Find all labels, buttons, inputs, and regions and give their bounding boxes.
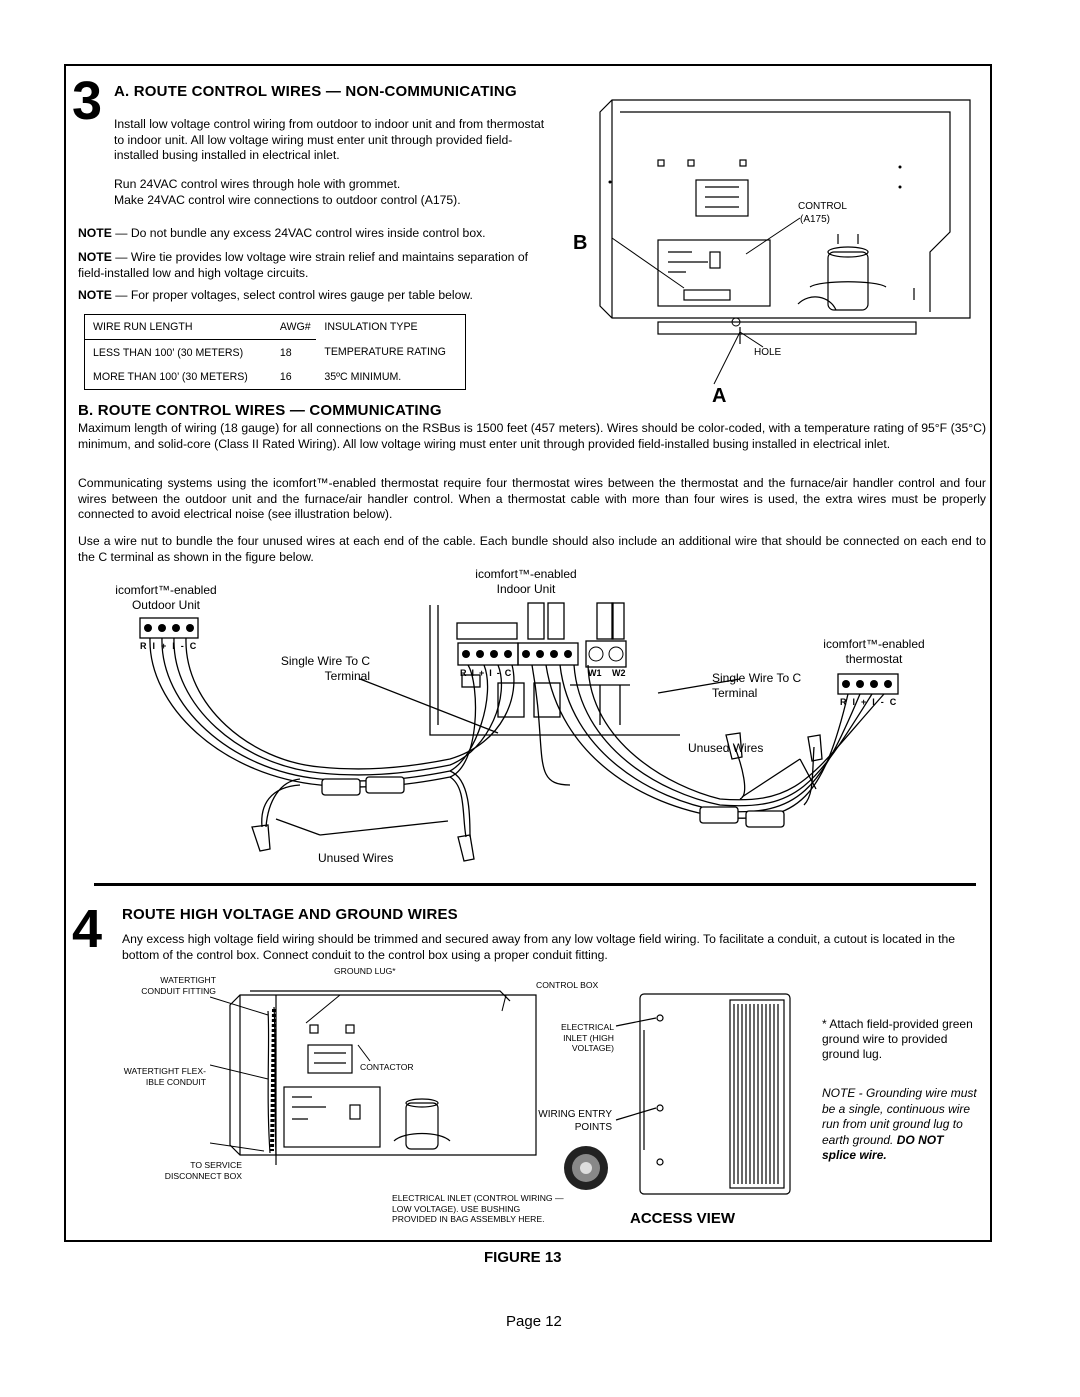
label-unused-wires-right: Unused Wires bbox=[688, 741, 764, 755]
figure-label: FIGURE 13 bbox=[484, 1249, 562, 1266]
terminal-r: R bbox=[460, 668, 472, 678]
para-3b-3: Use a wire nut to bundle the four unused wires at each end of the cable. Each bundle should also include an additional wire that should be connected on each end to the C terminal as shown in the figure below. bbox=[78, 534, 986, 564]
terminal-w2: W2 bbox=[612, 668, 626, 678]
heading-3a: A. ROUTE CONTROL WIRES — NON-COMMUNICATING bbox=[114, 83, 517, 100]
label-to-service bbox=[140, 1160, 242, 1181]
label-ei-3: VOLTAGE) bbox=[571, 1043, 614, 1053]
terminal-i-minus: I- bbox=[489, 668, 505, 678]
terminal-r: R bbox=[140, 641, 153, 651]
label-outdoor-unit bbox=[96, 583, 236, 613]
note-text: — For proper voltages, select control wires gauge per table below. bbox=[111, 288, 473, 302]
bushing-icon bbox=[556, 1138, 616, 1198]
table-header: INSULATION TYPE bbox=[324, 321, 418, 334]
para-3b-1: Maximum length of wiring (18 gauge) for all connections on the RSBus is 1500 feet (457 meters). Wires should be color-coded, with a temperature rating of 95°F (35°C) minimum, and solid-core (Class II Rated Wiring). All low voltage wiring must enter unit through provided field-installed busing installed in electrical inlet. bbox=[78, 421, 986, 451]
label-single-wire-right bbox=[712, 671, 801, 701]
label-access-view: ACCESS VIEW bbox=[630, 1210, 736, 1227]
label-ei-2: INLET (HIGH bbox=[563, 1032, 614, 1043]
label-outdoor-2: Outdoor Unit bbox=[131, 598, 201, 612]
label-outdoor-1: icomfort™-enabled bbox=[115, 583, 217, 597]
label-we-2: POINTS bbox=[574, 1122, 612, 1133]
callout-b: B bbox=[573, 232, 588, 254]
label-flex-1: WATERTIGHT FLEX- bbox=[123, 1066, 206, 1076]
label-indoor-unit bbox=[456, 567, 596, 597]
label-wt-2: CONDUIT FITTING bbox=[141, 985, 216, 996]
label-indoor-2: Indoor Unit bbox=[496, 582, 556, 596]
note-text: — Do not bundle any excess 24VAC control wires inside control box. bbox=[111, 226, 486, 240]
table-header: WIRE RUN LENGTH bbox=[85, 315, 272, 340]
para-4: Any excess high voltage field wiring should be trimmed and secured away from any low voltage field wiring. To facilitate a conduit, a cutout is located in the bottom of the control box. Connect conduit to the control box using a proper conduit fitting. bbox=[122, 932, 956, 962]
label-ground-lug: GROUND LUG* bbox=[334, 966, 396, 976]
note-2 bbox=[78, 250, 528, 281]
table-header: AWG# bbox=[272, 315, 317, 340]
label-watertight-fitting bbox=[132, 975, 216, 996]
note-1 bbox=[78, 226, 538, 242]
terminal-c: C bbox=[504, 668, 517, 678]
note-label: NOTE bbox=[78, 226, 112, 240]
step-number-3: 3 bbox=[72, 71, 103, 131]
label-flex-2: IBLE CONDUIT bbox=[145, 1076, 206, 1087]
note-text: — Wire tie provides low voltage wire strain relief and maintains separation of field-installed low and high voltage circuits. bbox=[78, 250, 528, 280]
label-single-wire-right-2: Terminal bbox=[712, 686, 758, 700]
label-hole: HOLE bbox=[754, 347, 782, 358]
table-cell: MORE THAN 100’ (30 METERS) bbox=[93, 370, 248, 383]
terminal-w1: W1 bbox=[588, 668, 602, 678]
label-single-wire-left-1: Single Wire To C bbox=[280, 654, 370, 668]
page-number: Page 12 bbox=[506, 1313, 562, 1330]
label-inlet-2: LOW VOLTAGE). USE BUSHING bbox=[392, 1203, 521, 1214]
label-contactor: CONTACTOR bbox=[360, 1062, 414, 1072]
table-row bbox=[85, 340, 466, 365]
label-service-1: TO SERVICE bbox=[190, 1160, 242, 1170]
label-tstat-2: thermostat bbox=[845, 652, 903, 666]
callout-a: A bbox=[712, 385, 727, 407]
step-number-4: 4 bbox=[72, 899, 103, 959]
table-row bbox=[85, 365, 466, 390]
terminal-c: C bbox=[889, 697, 903, 707]
note-label: NOTE bbox=[78, 250, 112, 264]
control-box-diagram bbox=[560, 92, 980, 412]
terminal-i-plus: I+ bbox=[152, 641, 173, 651]
label-single-wire-left-2: Terminal bbox=[324, 669, 370, 683]
para-3a-2b: Make 24VAC control wire connections to outdoor control (A175). bbox=[114, 192, 461, 207]
terminal-r: R bbox=[840, 697, 853, 707]
label-inlet-3: PROVIDED IN BAG ASSEMBLY HERE. bbox=[392, 1214, 545, 1224]
terminal-i-plus: I+ bbox=[471, 668, 490, 678]
heading-4: ROUTE HIGH VOLTAGE AND GROUND WIRES bbox=[122, 906, 458, 923]
table-header-row bbox=[85, 315, 466, 340]
label-unused-wires-left: Unused Wires bbox=[318, 851, 394, 865]
terminal-i-minus: I- bbox=[872, 697, 890, 707]
para-3a-2a: Run 24VAC control wires through hole with grommet. bbox=[114, 177, 401, 191]
label-inlet-note bbox=[392, 1193, 564, 1225]
label-wt-1: WATERTIGHT bbox=[160, 975, 216, 985]
terminal-i-minus: I- bbox=[172, 641, 190, 651]
label-service-2: DISCONNECT BOX bbox=[164, 1170, 242, 1181]
table-cell: TEMPERATURE RATING bbox=[324, 346, 446, 359]
outdoor-unit-access-view bbox=[600, 990, 820, 1210]
attach-note: * Attach field-provided green ground wire to provided ground lug. bbox=[822, 1017, 973, 1061]
terminal-labels-indoor bbox=[460, 668, 516, 678]
label-control bbox=[798, 200, 847, 226]
para-3b-2: Communicating systems using the icomfort™-enabled thermostat require four thermostat wires between the thermostat and the furnace/air handler control and four wires between the outdoor unit and the furnace/air handler control. When a thermostat cable with more than four wires is used, the extra wires must be properly connected to avoid electrical noise (see illustration below). bbox=[78, 476, 986, 522]
label-control-id: (A175) bbox=[800, 214, 831, 225]
terminal-c: C bbox=[189, 641, 203, 651]
grounding-note-bold: DO NOT splice wire. bbox=[822, 1132, 944, 1162]
table-cell: 18 bbox=[279, 346, 292, 359]
terminal-labels-thermostat bbox=[840, 697, 902, 707]
note-3 bbox=[78, 288, 538, 304]
label-control-text: CONTROL bbox=[798, 201, 847, 212]
para-3a-2 bbox=[114, 177, 546, 208]
label-electrical-inlet bbox=[530, 1022, 614, 1054]
table-cell: 16 bbox=[279, 370, 292, 383]
grounding-note bbox=[822, 1086, 980, 1164]
note-label: NOTE bbox=[78, 288, 112, 302]
table-cell: LESS THAN 100’ (30 METERS) bbox=[93, 346, 244, 359]
label-we-1: WIRING ENTRY bbox=[538, 1109, 612, 1120]
section-divider bbox=[94, 883, 976, 886]
label-ei-1: ELECTRICAL bbox=[560, 1022, 614, 1032]
label-single-wire-right-1: Single Wire To C bbox=[712, 671, 802, 685]
terminal-i-plus: I+ bbox=[852, 697, 873, 707]
label-inlet-1: ELECTRICAL INLET (CONTROL WIRING — bbox=[392, 1193, 564, 1203]
table-cell: 35ºC MINIMUM. bbox=[324, 370, 402, 383]
label-thermostat bbox=[804, 637, 944, 667]
label-control-box: CONTROL BOX bbox=[536, 980, 599, 990]
label-indoor-1: icomfort™-enabled bbox=[475, 567, 577, 581]
wire-gauge-table bbox=[84, 314, 466, 390]
label-watertight-flex bbox=[102, 1066, 206, 1087]
label-tstat-1: icomfort™-enabled bbox=[823, 637, 925, 651]
grounding-note-text: NOTE - Grounding wire must be a single, continuous wire run from unit ground lug to earth ground. bbox=[822, 1086, 977, 1147]
heading-3b: B. ROUTE CONTROL WIRES — COMMUNICATING bbox=[78, 402, 442, 419]
terminal-labels-outdoor bbox=[140, 641, 202, 651]
label-wiring-entry bbox=[512, 1108, 612, 1134]
label-single-wire-left bbox=[262, 654, 370, 684]
para-3a-1: Install low voltage control wiring from outdoor to indoor unit and from thermostat to indoor unit. All low voltage wiring must enter unit through provided field-installed busing installed in electrical inlet. bbox=[114, 117, 545, 163]
